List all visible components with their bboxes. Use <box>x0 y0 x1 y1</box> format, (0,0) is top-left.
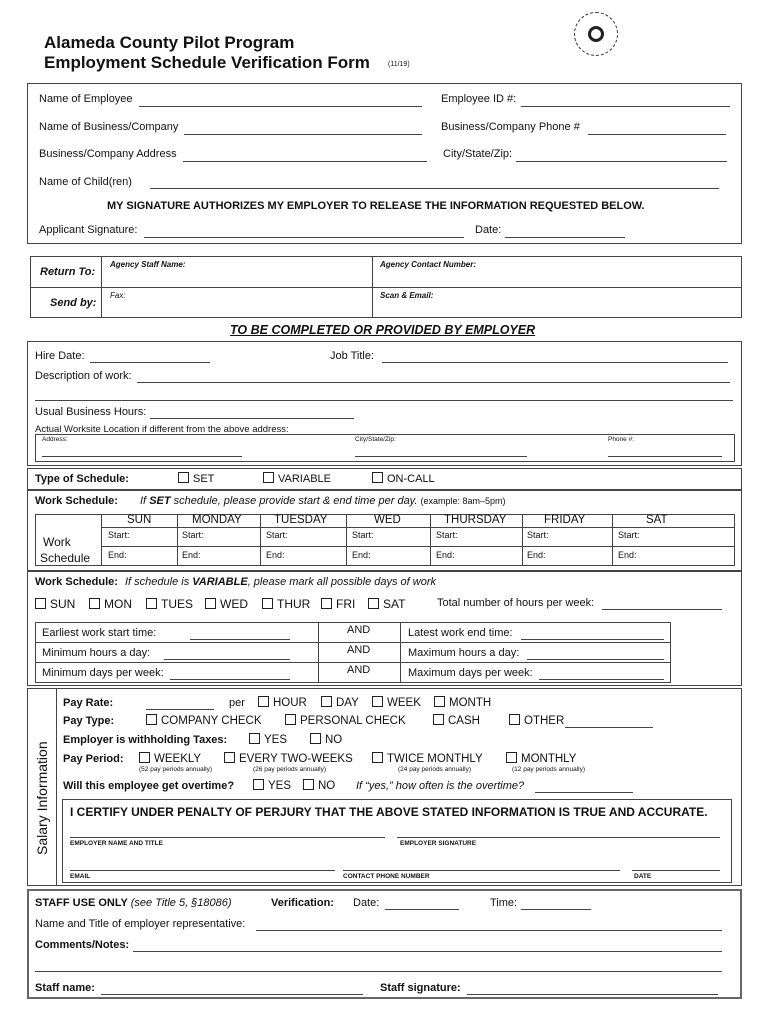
checkbox[interactable] <box>506 752 517 763</box>
day-header-monday: MONDAY <box>192 514 242 526</box>
personal-check-option[interactable]: PERSONAL CHECK <box>285 714 406 727</box>
city-state-zip-field[interactable] <box>516 161 727 162</box>
employer-name-field[interactable] <box>70 837 385 838</box>
per-label: per <box>229 697 245 709</box>
and-label: AND <box>347 664 371 676</box>
table-col <box>522 514 523 566</box>
comments-label: Comments/Notes: <box>35 939 130 951</box>
table-col <box>101 514 102 566</box>
other-option[interactable]: OTHER <box>509 714 564 727</box>
business-phone-field[interactable] <box>588 134 726 135</box>
max-hours-label: Maximum hours a day: <box>408 647 520 659</box>
checkbox[interactable] <box>253 779 264 790</box>
pay-type-label: Pay Type: <box>63 715 115 727</box>
day-header-wed: WED <box>374 514 401 526</box>
hire-date-field[interactable] <box>90 362 210 363</box>
business-address-label: Business/Company Address <box>39 148 177 160</box>
verification-date-label: Date: <box>353 897 380 909</box>
table-col <box>612 514 613 566</box>
start-cell[interactable]: Start: <box>352 530 374 540</box>
table-col <box>400 622 401 683</box>
withholding-no-option[interactable]: NO <box>310 733 342 746</box>
business-address-field[interactable] <box>183 161 427 162</box>
variable-schedule-label: Work Schedule: <box>35 576 118 588</box>
contact-phone-field[interactable] <box>343 870 620 871</box>
business-name-field[interactable] <box>184 134 422 135</box>
variable-schedule-instructions: If schedule is VARIABLE, please mark all possible days of work <box>125 576 436 588</box>
overtime-label: Will this employee get overtime? <box>63 780 235 792</box>
checkbox[interactable] <box>146 598 157 609</box>
end-cell[interactable]: End: <box>352 550 371 560</box>
start-cell[interactable]: Start: <box>436 530 458 540</box>
employer-signature-field[interactable] <box>397 837 720 838</box>
work-schedule-row-label: Work <box>43 535 71 549</box>
staff-name-label: Staff name: <box>35 982 95 994</box>
table-divider <box>35 642 671 643</box>
contact-phone-caption: CONTACT PHONE NUMBER <box>343 873 430 880</box>
return-to-label: Return To: <box>40 266 96 278</box>
start-cell[interactable]: Start: <box>266 530 288 540</box>
start-cell[interactable]: Start: <box>618 530 640 540</box>
per-day-option[interactable]: DAY <box>321 696 359 709</box>
end-cell[interactable]: End: <box>618 550 637 560</box>
checkbox[interactable] <box>310 733 321 744</box>
checkbox[interactable] <box>372 752 383 763</box>
monthly-note: (12 pay periods annually) <box>512 766 585 773</box>
table-divider <box>35 662 671 663</box>
var-day-sat[interactable]: SAT <box>368 597 405 611</box>
earliest-start-field[interactable] <box>190 639 290 640</box>
routing-divider <box>30 287 742 288</box>
table-col <box>177 514 178 566</box>
end-cell[interactable]: End: <box>527 550 546 560</box>
hire-date-label: Hire Date: <box>35 350 85 362</box>
table-divider <box>101 546 735 547</box>
employer-email-field[interactable] <box>70 870 335 871</box>
agency-staff-name-label: Agency Staff Name: <box>110 260 186 269</box>
salary-side-label: Salary Information <box>34 741 50 855</box>
end-cell[interactable]: End: <box>108 550 127 560</box>
checkbox[interactable] <box>509 714 520 725</box>
earliest-start-label: Earliest work start time: <box>42 627 157 639</box>
min-hours-label: Minimum hours a day: <box>42 647 151 659</box>
var-day-mon[interactable]: MON <box>89 597 132 611</box>
day-header-tuesday: TUESDAY <box>274 514 328 526</box>
applicant-date-label: Date: <box>475 224 502 236</box>
pay-rate-field[interactable] <box>146 709 214 710</box>
latest-end-field[interactable] <box>521 639 664 640</box>
pay-rate-label: Pay Rate: <box>63 697 114 709</box>
comments-field[interactable] <box>133 951 722 952</box>
day-header-friday: FRIDAY <box>544 514 586 526</box>
checkbox[interactable] <box>224 752 235 763</box>
business-phone-label: Business/Company Phone # <box>441 121 580 133</box>
applicant-signature-label: Applicant Signature: <box>39 224 138 236</box>
worksite-address-label: Address: <box>42 436 68 443</box>
employer-name-caption: EMPLOYER NAME AND TITLE <box>70 840 163 847</box>
send-by-label: Send by: <box>50 297 97 309</box>
var-day-wed[interactable]: WED <box>205 597 248 611</box>
scan-email-label: Scan & Email: <box>380 291 434 300</box>
verification-time-field[interactable] <box>521 909 591 910</box>
staff-use-label: STAFF USE ONLY (see Title 5, §18086) <box>35 897 232 909</box>
verification-time-label: Time: <box>490 897 518 909</box>
checkbox[interactable] <box>178 472 189 483</box>
description-field-line2[interactable] <box>35 400 733 401</box>
checkbox[interactable] <box>321 696 332 707</box>
checkbox[interactable] <box>89 598 100 609</box>
latest-end-label: Latest work end time: <box>408 627 513 639</box>
other-field[interactable] <box>565 727 653 728</box>
checkbox[interactable] <box>263 472 274 483</box>
checkbox[interactable] <box>146 714 157 725</box>
worksite-city-field[interactable] <box>355 456 527 457</box>
checkbox[interactable] <box>205 598 216 609</box>
checkbox[interactable] <box>285 714 296 725</box>
checkbox[interactable] <box>321 598 332 609</box>
email-caption: EMAIL <box>70 873 91 880</box>
routing-col-divider <box>101 256 102 318</box>
per-hour-option[interactable]: HOUR <box>258 696 307 709</box>
max-days-field[interactable] <box>539 679 664 680</box>
pay-period-label: Pay Period: <box>63 753 124 765</box>
table-col <box>318 622 319 683</box>
staff-signature-field[interactable] <box>467 994 718 995</box>
applicant-section <box>27 83 742 244</box>
worksite-city-label: City/State/Zip: <box>355 436 396 443</box>
checkbox[interactable] <box>368 598 379 609</box>
start-cell[interactable]: Start: <box>527 530 549 540</box>
set-schedule-label: Work Schedule: <box>35 495 118 507</box>
per-week-option[interactable]: WEEK <box>372 696 421 709</box>
checkbox[interactable] <box>249 733 260 744</box>
withholding-yes-option[interactable]: YES <box>249 733 287 746</box>
employer-section-heading: TO BE COMPLETED OR PROVIDED BY EMPLOYER <box>230 323 536 337</box>
checkbox[interactable] <box>139 752 150 763</box>
routing-col-divider-2 <box>372 256 373 318</box>
job-title-field[interactable] <box>382 362 728 363</box>
biweekly-option[interactable]: EVERY TWO-WEEKS <box>224 752 353 765</box>
county-seal-icon <box>574 12 618 56</box>
and-label: AND <box>347 624 371 636</box>
description-label: Description of work: <box>35 370 132 382</box>
min-days-field[interactable] <box>170 679 290 680</box>
weekly-option[interactable]: WEEKLY <box>139 752 201 765</box>
overtime-frequency-label: If “yes,” how often is the overtime? <box>356 780 525 792</box>
checkbox[interactable] <box>372 472 383 483</box>
schedule-variable-option[interactable]: VARIABLE <box>263 472 331 485</box>
children-field[interactable] <box>150 188 719 189</box>
end-cell[interactable]: End: <box>436 550 455 560</box>
overtime-yes-option[interactable]: YES <box>253 779 291 792</box>
worksite-phone-label: Phone #: <box>608 436 635 443</box>
employee-id-field[interactable] <box>521 106 730 107</box>
employee-name-label: Name of Employee <box>39 93 133 105</box>
var-day-fri[interactable]: FRI <box>321 597 355 611</box>
employee-id-label: Employee ID #: <box>441 93 517 105</box>
authorization-statement: MY SIGNATURE AUTHORIZES MY EMPLOYER TO RELEASE THE INFORMATION REQUESTED BELOW. <box>107 200 645 212</box>
day-header-sat: SAT <box>646 514 668 526</box>
start-cell[interactable]: Start: <box>182 530 204 540</box>
business-hours-field[interactable] <box>150 418 354 419</box>
schedule-set-option[interactable]: SET <box>178 472 214 485</box>
twice-monthly-option[interactable]: TWICE MONTHLY <box>372 752 483 765</box>
min-days-label: Minimum days per week: <box>42 667 164 679</box>
employer-rep-field[interactable] <box>256 930 722 931</box>
schedule-type-label: Type of Schedule: <box>35 473 129 485</box>
max-hours-field[interactable] <box>527 659 664 660</box>
total-hours-field[interactable] <box>602 609 722 610</box>
employer-date-field[interactable] <box>632 870 720 871</box>
staff-signature-label: Staff signature: <box>380 982 461 994</box>
business-name-label: Name of Business/Company <box>39 121 179 133</box>
comments-field-line2[interactable] <box>35 971 722 972</box>
day-header-thursday: THURSDAY <box>444 514 507 526</box>
biweekly-note: (26 pay periods annually) <box>253 766 326 773</box>
applicant-signature-field[interactable] <box>144 237 464 238</box>
form-revision: (11/19) <box>388 61 410 68</box>
var-day-thur[interactable]: THUR <box>262 597 310 611</box>
checkbox[interactable] <box>35 598 46 609</box>
form-title: Alameda County Pilot Program <box>44 33 295 52</box>
var-day-sun[interactable]: SUN <box>35 597 75 611</box>
per-month-option[interactable]: MONTH <box>434 696 491 709</box>
end-cell[interactable]: End: <box>266 550 285 560</box>
description-field[interactable] <box>137 382 730 383</box>
employer-rep-label: Name and Title of employer representative: <box>35 918 246 930</box>
checkbox[interactable] <box>303 779 314 790</box>
checkbox[interactable] <box>433 714 444 725</box>
end-cell[interactable]: End: <box>182 550 201 560</box>
cash-option[interactable]: CASH <box>433 714 480 727</box>
agency-contact-label: Agency Contact Number: <box>380 260 477 269</box>
table-col <box>346 514 347 566</box>
checkbox[interactable] <box>262 598 273 609</box>
form-subtitle: Employment Schedule Verification Form <box>44 53 370 72</box>
employer-signature-caption: EMPLOYER SIGNATURE <box>400 840 477 847</box>
set-schedule-instructions: If SET schedule, please provide start & end time per day. (example: 8am–5pm) <box>140 495 506 507</box>
day-header-sun: SUN <box>127 514 152 526</box>
children-label: Name of Child(ren) <box>39 176 132 188</box>
fax-label: Fax: <box>110 291 126 300</box>
checkbox[interactable] <box>372 696 383 707</box>
overtime-frequency-field[interactable] <box>535 792 633 793</box>
company-check-option[interactable]: COMPANY CHECK <box>146 714 262 727</box>
max-days-label: Maximum days per week: <box>408 667 533 679</box>
verification-label: Verification: <box>271 897 334 909</box>
start-cell[interactable]: Start: <box>108 530 130 540</box>
applicant-date-field[interactable] <box>505 237 625 238</box>
job-title-label: Job Title: <box>330 350 375 362</box>
var-day-tues[interactable]: TUES <box>146 597 193 611</box>
weekly-note: (52 pay periods annually) <box>139 766 212 773</box>
work-schedule-row-label-2: Schedule <box>40 551 91 565</box>
monthly-option[interactable]: MONTHLY <box>506 752 576 765</box>
table-col <box>430 514 431 566</box>
checkbox[interactable] <box>434 696 445 707</box>
total-hours-label: Total number of hours per week: <box>437 597 595 609</box>
withholding-label: Employer is withholding Taxes: <box>63 734 228 746</box>
verification-date-field[interactable] <box>385 909 459 910</box>
date-caption: DATE <box>634 873 652 880</box>
worksite-phone-field[interactable] <box>608 456 722 457</box>
staff-name-field[interactable] <box>101 994 363 995</box>
employee-name-field[interactable] <box>139 106 422 107</box>
salary-side-divider <box>56 688 57 886</box>
and-label: AND <box>347 644 371 656</box>
worksite-label: Actual Worksite Location if different from the above address: <box>35 424 289 435</box>
min-hours-field[interactable] <box>164 659 290 660</box>
certification-statement: I CERTIFY UNDER PENALTY OF PERJURY THAT THE ABOVE STATED INFORMATION IS TRUE AND ACCURATE. <box>70 805 708 819</box>
table-divider <box>101 527 735 528</box>
schedule-oncall-option[interactable]: ON-CALL <box>372 472 435 485</box>
business-hours-label: Usual Business Hours: <box>35 406 147 418</box>
city-state-zip-label: City/State/Zip: <box>443 148 513 160</box>
table-col <box>260 514 261 566</box>
twice-monthly-note: (24 pay periods annually) <box>398 766 471 773</box>
worksite-address-field[interactable] <box>42 456 242 457</box>
checkbox[interactable] <box>258 696 269 707</box>
overtime-no-option[interactable]: NO <box>303 779 335 792</box>
